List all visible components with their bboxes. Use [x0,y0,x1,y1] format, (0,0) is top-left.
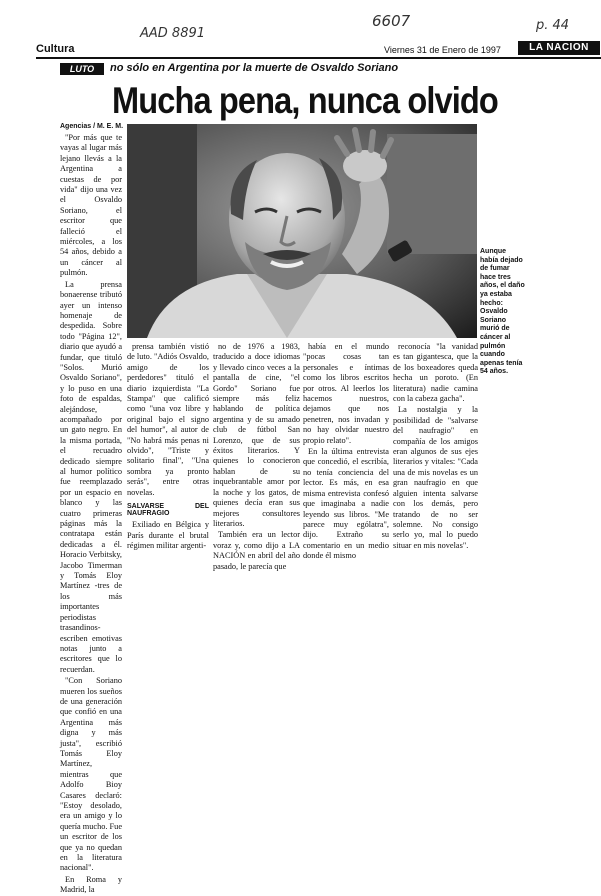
article-column-2 [127,342,209,550]
section-name: Cultura [36,43,75,55]
paragraph: En Roma y Madrid, la [60,874,122,895]
article-column-4 [303,342,389,561]
article-column-5 [393,342,478,550]
handwritten-annotation-middle: 6607 [372,12,411,30]
article-column-3 [213,342,300,571]
paragraph: había en el mundo "pocas cosas tan personales e íntimas como los libros escritos por otros. Al leerlos los hacemos nuestros, dejamos que nos penetren, nos invadan y no hay olvidar nuestro propio relato". [303,342,389,445]
paragraph: reconocía "la vanidad es tan gigantesca, que la de los boxeadores queda hecha un poroto. (En literatura) nadie camina con la cabeza gacha". [393,342,478,404]
newspaper-logo: LA NACION [518,41,600,55]
article-column-1 [60,133,122,895]
paragraph: "Con Soriano mueren los sueños de una generación que confió en una Argentina más digna y más justa", escribió Tomás Eloy Martínez, mientras que Adolfo Bioy Casares declaró: "Estoy desolado, era un amigo y lo quería mucho. Fue un escritor de los que ya no quedan en la literatura nacional". [60,676,122,873]
paragraph: prensa también vistió de luto. "Adiós Osvaldo, amigo de los perdedores" tituló el diario izquierdista "La Stampa" que calificó como "una voz libre y original bajo el signo del humor", al autor de "No habrá más penas ni olvido", "Triste y solitario final", "Una sombra ya pronto serás", entre otras novelas. [127,342,209,497]
masthead-rule [36,44,601,59]
headline: Mucha pena, nunca olvido [112,80,498,121]
portrait-illustration [127,124,477,338]
paragraph: También era un lector voraz y, como dijo a LA NACIÓN en abril del año pasado, le parecía que [213,530,300,571]
paragraph: Exiliado en Bélgica y París durante el brutal régimen militar argenti- [127,520,209,550]
paragraph: "Por más que te vayas al lugar más lejano llevás a la Argentina a cuestas de por vida" dijo una vez el Osvaldo Soriano, el escritor que falleció el miércoles, a los 54 años, debido a un cáncer al pulmón. [60,133,122,278]
handwritten-annotation-left: AAD 8891 [140,26,206,41]
paragraph: no de 1976 a 1983, traducido a doce idiomas y llevado cinco veces a la pantalla de cine, "el Gordo" Soriano fue siempre más feliz hablando de política argentina y de su amado club de fútbol San Lorenzo, que de sus éxitos literarios. Y quienes lo conocieron hablan de su inquebrantable amor por la noche y los gatos, de quienes decía eran sus mejores consultores literarios. [213,342,300,528]
kicker: no sólo en Argentina por la muerte de Osvaldo Soriano [110,62,399,74]
byline: Agencias / M. E. M. [60,123,124,130]
photo-osvaldo-soriano [127,124,477,338]
paragraph: La nostalgia y la posibilidad de "salvarse del naufragio" en compañía de los amigos eran algunos de sus ejes literarios y vitales: "Cada una de mis novelas es un gran naufragio en que alguien intenta salvarse con los demás, pero tratando de no ser solemne. No consigo serlo yo, mal lo puedo situar en mis novelas". [393,405,478,550]
issue-date: Viernes 31 de Enero de 1997 [384,45,501,55]
photo-caption: Aunque había dejado de fumar hace tres años, el daño ya estaba hecho: Osvaldo Soriano murió de cáncer al pulmón cuando apenas tenía 54 años. [480,248,525,376]
paragraph: La prensa bonaerense tributó ayer un intenso homenaje de despedida. Sobre todo "Página 12", diario que ayudó a fundar, que tituló "Solos. Murió Osvaldo Soriano", y lo puso en una foto de espaldas, alejándose, acompañado por un gato negro. En la misma portada, el recuadro dedicado siempre al humor político fue reemplazado por un espacio en blanco y las cuatro primeras páginas más la contratapa están dedicadas a él. Horacio Verbitsky, Jacobo Timerman y Tomás Eloy Martínez -tres de los más importantes periodistas trasandinos- escriben emotivas notas junto a escritores que lo recuerdan. [60,279,122,674]
handwritten-annotation-right: p. 44 [536,18,570,33]
paragraph: En la última entrevista que concedió, el escribía, no tenía conciencia del lector. Es más, en esa misma entrevista confesó que imaginaba a nadie leyendo sus libros. "Me parece muy ególatra", dijo. Extraño su comentario en un medio donde él mismo [303,447,389,561]
section-label: LUTO [60,63,104,75]
subheading: SALVARSE DEL NAUFRAGIO [127,503,209,518]
